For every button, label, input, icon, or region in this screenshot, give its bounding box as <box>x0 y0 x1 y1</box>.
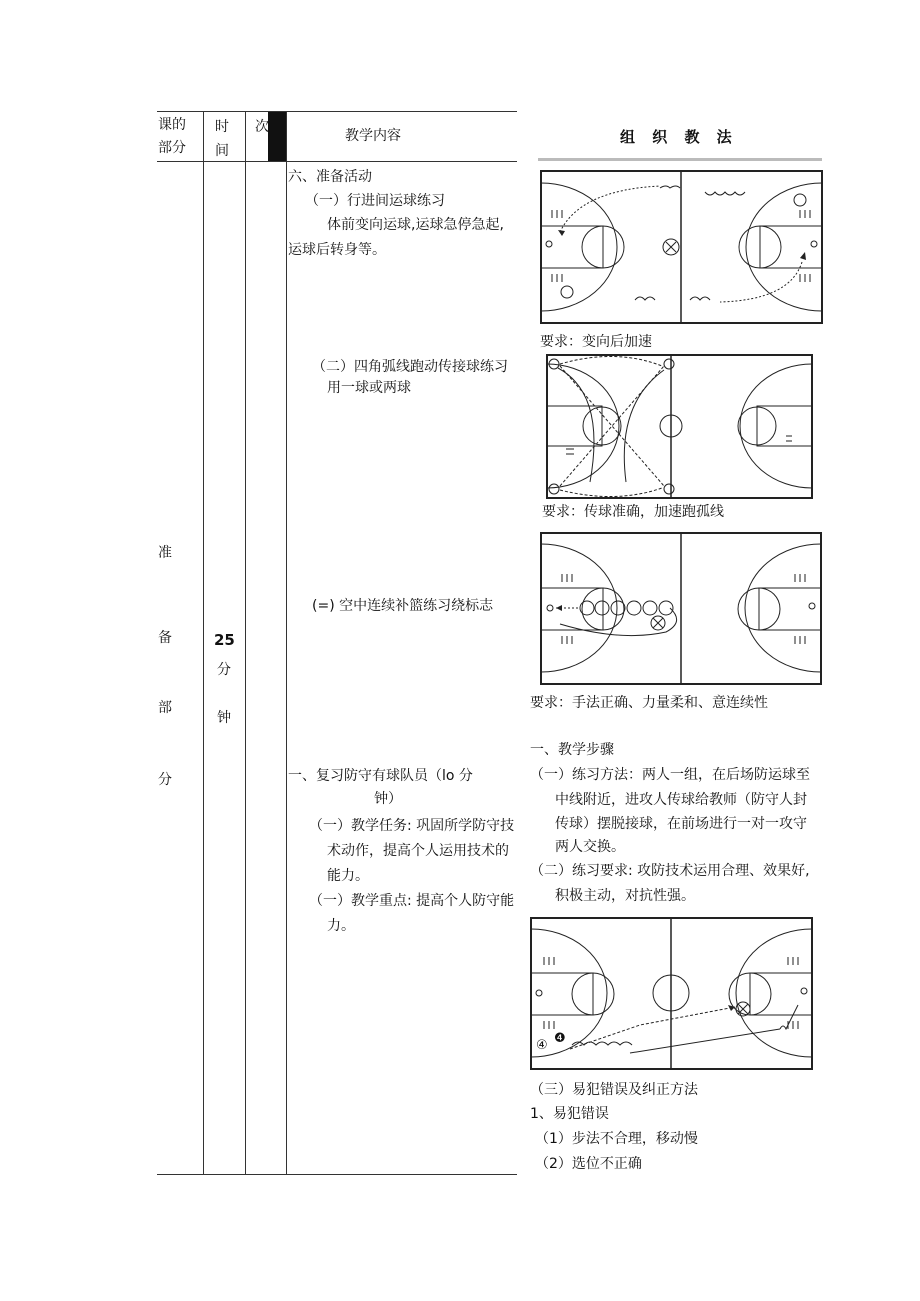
req-1: 要求：变向后加速 <box>540 334 652 350</box>
section-char-1: 准 <box>158 545 172 561</box>
review-title-2: 钟） <box>374 791 402 807</box>
header-time-2: 间 <box>215 143 229 159</box>
court-diagram-tipin <box>540 532 822 685</box>
s6-title: 六、准备活动 <box>288 169 372 185</box>
step2-line-2: 积极主动，对抗性强。 <box>555 888 695 904</box>
step1-line-1: （一）练习方法：两人一组，在后场防运球至 <box>530 767 810 783</box>
court-diagram-defense <box>530 917 813 1070</box>
step2-line-1: （二）练习要求: 攻防技术运用合理、效果好, <box>530 863 810 879</box>
header-count: 次 <box>255 119 269 135</box>
review-task-1: （一）教学任务: 巩固所学防守技 <box>309 818 515 834</box>
step1-line-4: 两人交换。 <box>555 839 625 855</box>
s6-1-title: （一）行进间运球练习 <box>305 193 445 209</box>
s6-2-body: 用一球或两球 <box>327 380 411 396</box>
col-divider-3 <box>286 111 287 1174</box>
error-1: （1）步法不合理，移动慢 <box>535 1131 698 1147</box>
review-task-3: 能力。 <box>327 868 369 884</box>
step1-line-2: 中线附近，进攻人传球给教师（防守人封 <box>555 792 807 808</box>
header-method: 组 织 教 法 <box>620 128 738 146</box>
req-2: 要求：传球准确，加速跑孤线 <box>542 504 724 520</box>
time-unit-2: 钟 <box>217 710 231 726</box>
req-3: 要求：手法正确、力量柔和、意连续性 <box>530 695 768 711</box>
table-bottom-line <box>157 1174 517 1175</box>
header-part-2: 部分 <box>158 140 186 156</box>
col-divider-2 <box>245 111 246 1174</box>
s6-3-title: (=) 空中连续补篮练习绕标志 <box>312 598 494 614</box>
s6-1-body-1: 体前变向运球,运球急停急起, <box>327 217 504 233</box>
step1-line-3: 传球）摆脱接球，在前场进行一对一攻守 <box>555 816 807 832</box>
section-char-2: 备 <box>158 630 172 646</box>
time-value: 25 <box>214 631 235 649</box>
review-task-2: 术动作，提高个人运用技术的 <box>327 843 509 859</box>
error-2: （2）选位不正确 <box>535 1156 642 1172</box>
review-title-1: 一、复习防守有球队员（lo 分 <box>288 768 473 784</box>
col-divider-1 <box>203 111 204 1174</box>
table-header-line <box>157 161 517 162</box>
header-part-1: 课的 <box>158 117 186 133</box>
section-char-3: 部 <box>158 700 172 716</box>
review-focus-2: 力。 <box>327 918 355 934</box>
errors-title: （三）易犯错误及纠正方法 <box>530 1082 698 1098</box>
header-content: 教学内容 <box>345 128 401 144</box>
time-unit-1: 分 <box>217 662 231 678</box>
header-time-1: 时 <box>215 119 229 135</box>
steps-title: 一、教学步骤 <box>530 742 614 758</box>
court-diagram-passing <box>546 354 813 499</box>
s6-2-title: （二）四角弧线跑动传接球练习 <box>312 359 508 375</box>
method-header-rule <box>538 158 822 161</box>
s6-1-body-2: 运球后转身等。 <box>288 242 386 258</box>
court-diagram-dribble <box>540 170 823 324</box>
diagram4-label-a: ④ <box>536 1038 548 1053</box>
diagram4-label-b: ❹ <box>554 1031 566 1046</box>
section-char-4: 分 <box>158 772 172 788</box>
header-black-block <box>268 112 286 161</box>
table-top-line <box>157 111 517 112</box>
errors-subtitle: 1、易犯错误 <box>530 1106 609 1122</box>
review-focus-1: （一）教学重点: 提高个人防守能 <box>309 893 515 909</box>
